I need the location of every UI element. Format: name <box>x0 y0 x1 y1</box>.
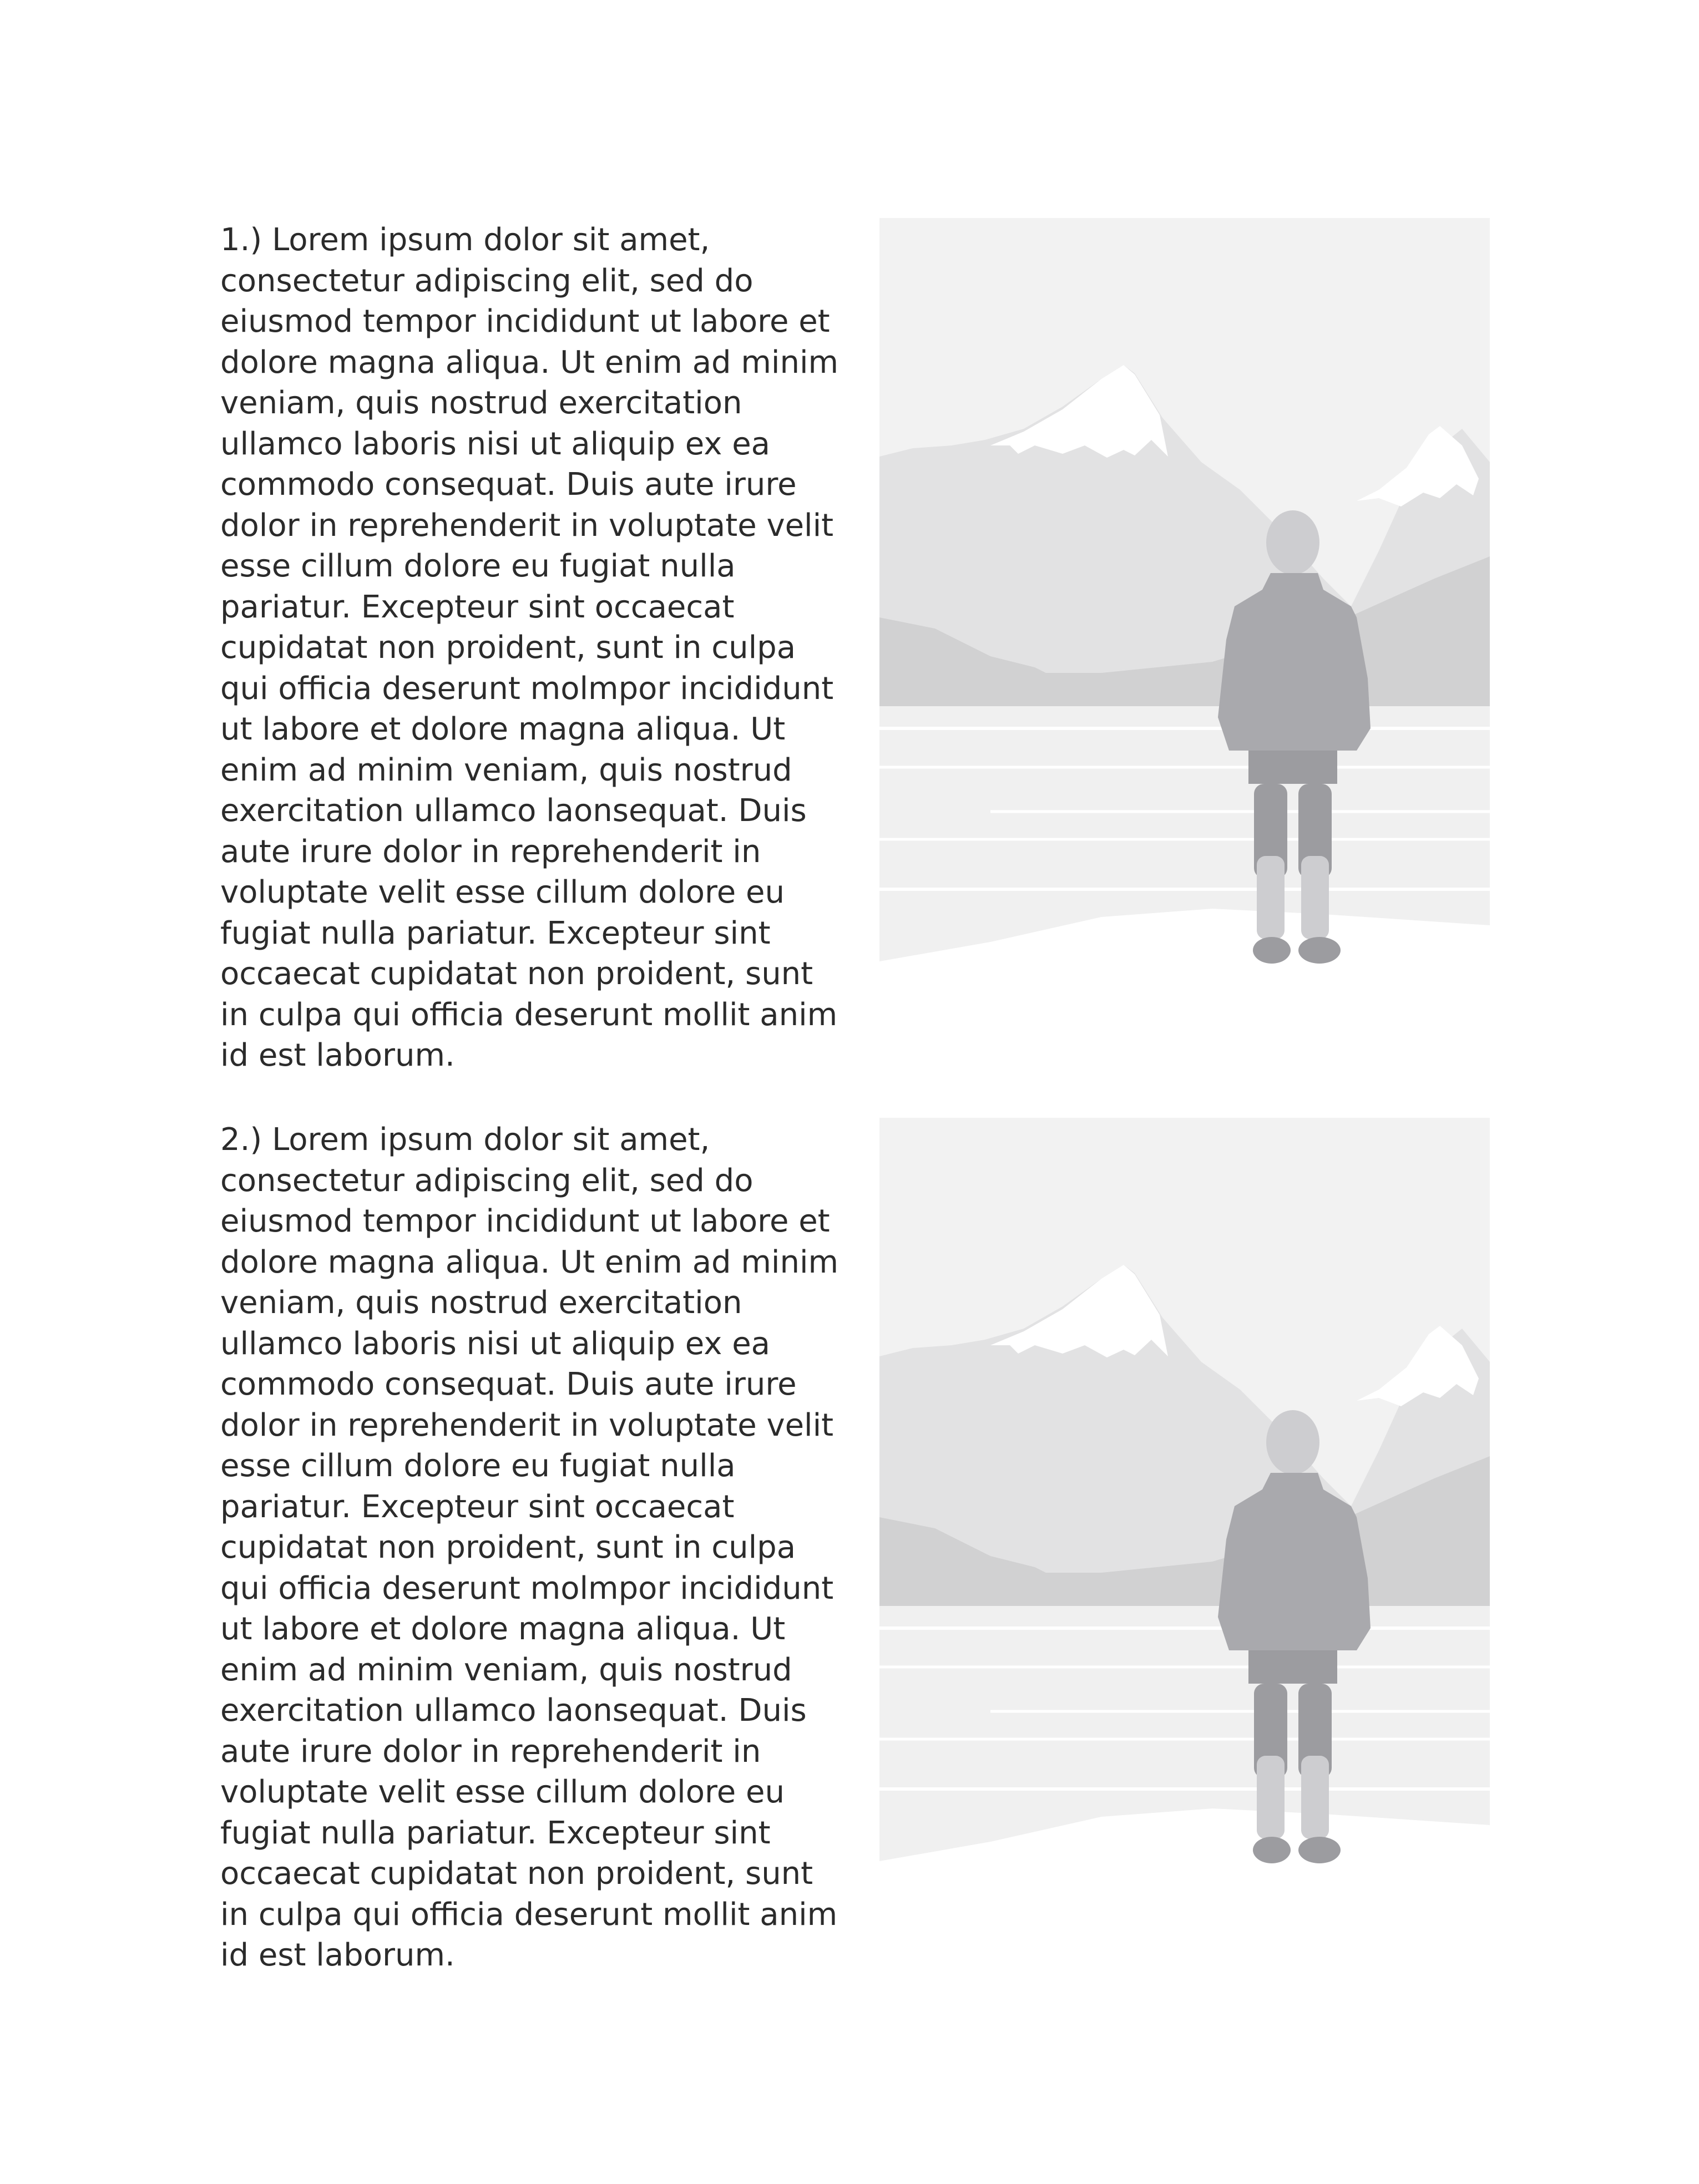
illustration-svg-1 <box>879 218 1490 967</box>
paragraph-2: 2.) Lorem ipsum dolor sit amet, consectetur adipiscing elit, sed do eiusmod tempor incididunt ut labore et dolore magna aliqua. Ut enim ad minim veniam, quis nostrud exercitation ullamco laboris nisi ut aliquip ex ea commodo consequat. Duis aute irure dolor in reprehenderit in voluptate velit esse cillum dolore eu fugiat nulla pariatur. Excepteur sint occaecat cupidatat non proident, sunt in culpa qui officia deserunt molmpor incididunt ut labore et dolore magna aliqua. Ut enim ad minim veniam, quis nostrud exercitation ullamco laonsequat. Duis aute irure dolor in reprehenderit in voluptate velit esse cillum dolore eu fugiat nulla pariatur. Excepteur sint occaecat cupidatat non proident, sunt in culpa qui officia deserunt mollit anim id est laborum. <box>220 1122 839 1973</box>
person-by-mountain-lake-illustration <box>879 1118 1490 1867</box>
paragraph-1: 1.) Lorem ipsum dolor sit amet, consectetur adipiscing elit, sed do eiusmod tempor incididunt ut labore et dolore magna aliqua. Ut enim ad minim veniam, quis nostrud exercitation ullamco laboris nisi ut aliquip ex ea commodo consequat. Duis aute irure dolor in reprehenderit in voluptate velit esse cillum dolore eu fugiat nulla pariatur. Excepteur sint occaecat cupidatat non proident, sunt in culpa qui officia deserunt molmpor incididunt ut labore et dolore magna aliqua. Ut enim ad minim veniam, quis nostrud exercitation ullamco laonsequat. Duis aute irure dolor in reprehenderit in voluptate velit esse cillum dolore eu fugiat nulla pariatur. Excepteur sint occaecat cupidatat non proident, sunt in culpa qui officia deserunt mollit anim id est laborum. <box>220 222 839 1073</box>
person-by-mountain-lake-illustration <box>879 218 1490 967</box>
illustration-svg-2 <box>879 1118 1490 1867</box>
